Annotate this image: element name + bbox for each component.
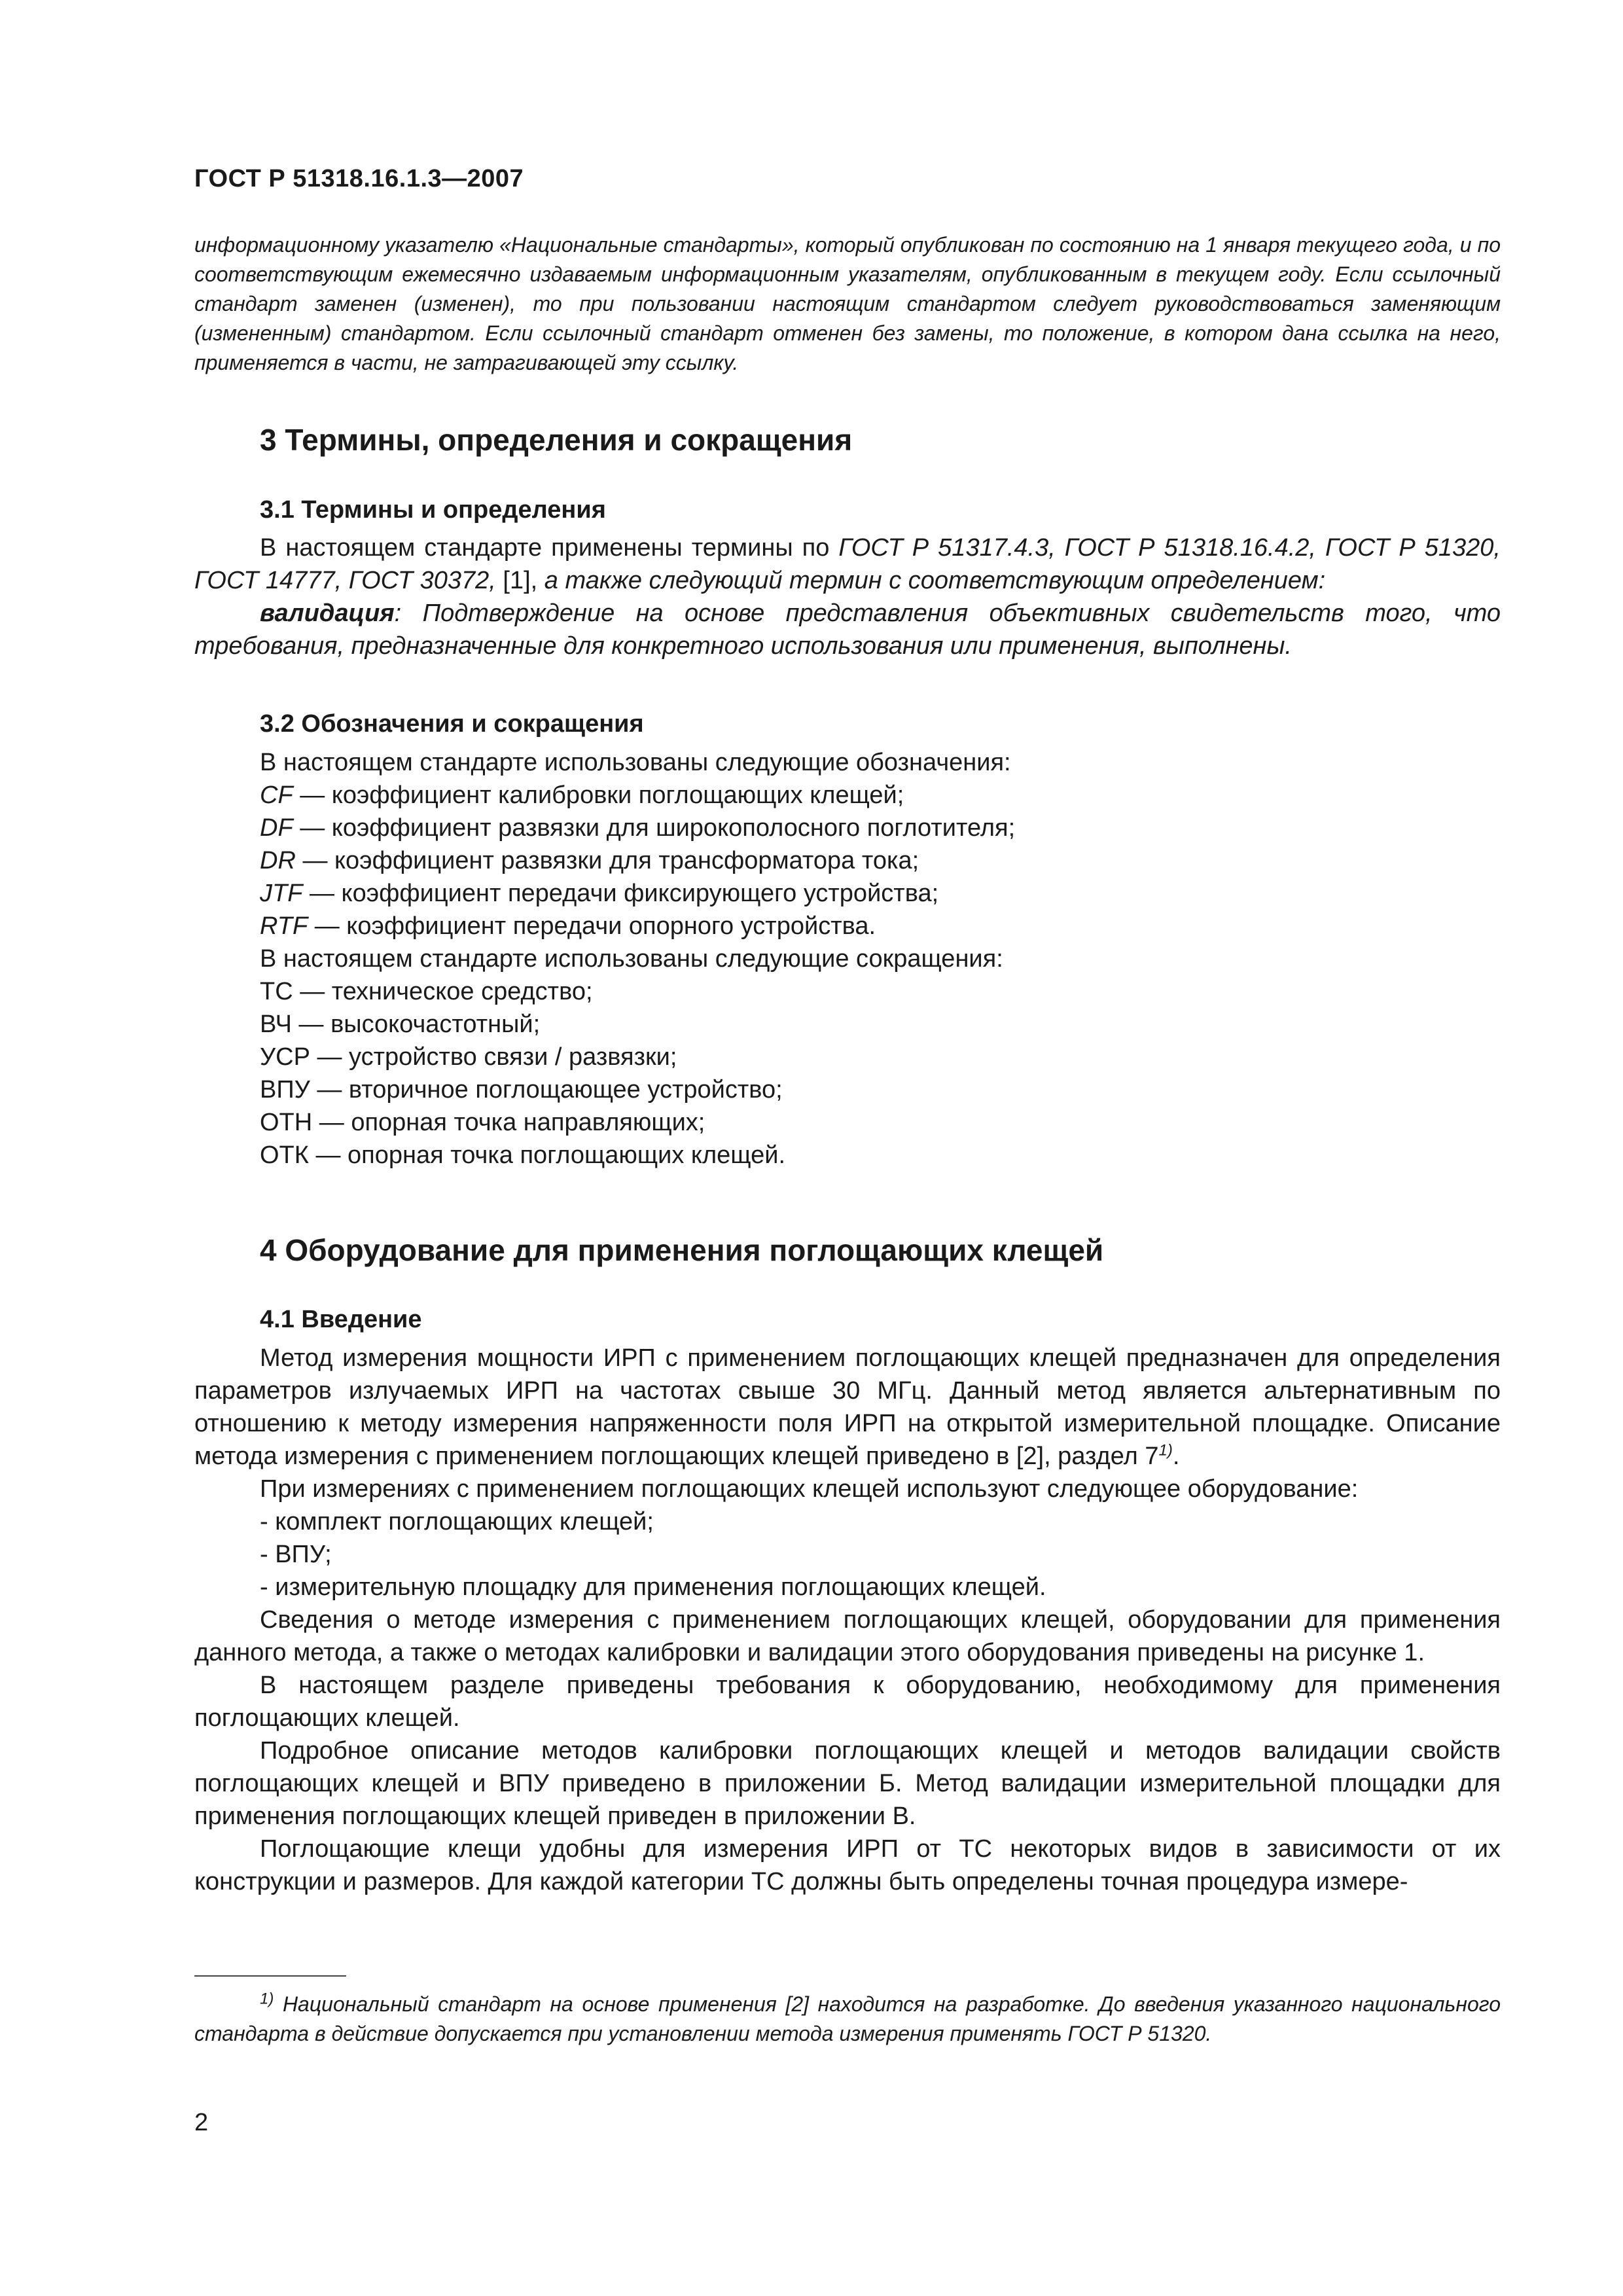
- footnote-ref: 1): [1158, 1441, 1173, 1460]
- term: валидация: [260, 600, 395, 627]
- symbol-item: [194, 779, 1501, 812]
- terms-paragraph: [194, 531, 1501, 597]
- symbol-desc: — коэффициент развязки для широкополосного поглотителя;: [293, 814, 1016, 842]
- requirements-paragraph: В настоящем разделе приведены требования к оборудованию, необходимому для применения поглощающих клещей.: [194, 1672, 1501, 1732]
- section-4-title: 4 Оборудование для применения поглощающих клещей: [260, 1233, 1104, 1267]
- info-paragraph: Сведения о методе измерения с применением поглощающих клещей, оборудовании для применения данного метода, а также о методах калибровки и валидации этого оборудования приведены на рисунке 1.: [194, 1606, 1501, 1666]
- document-header: ГОСТ Р 51318.16.1.3—2007: [194, 165, 524, 192]
- symbol: JTF: [260, 880, 303, 907]
- symbol: CF: [260, 781, 293, 809]
- symbols-intro: В настоящем стандарте использованы следующие обозначения:: [260, 749, 1011, 776]
- section-4-1-title: 4.1 Введение: [260, 1306, 422, 1333]
- footnote: [194, 1990, 1501, 2049]
- equipment-item: - ВПУ;: [260, 1541, 332, 1568]
- terms-refs: ГОСТ Р 51317.4.3, ГОСТ Р 51318.16.4.2, ГОСТ Р 51320, ГОСТ 14777, ГОСТ 30372,: [194, 534, 1501, 594]
- symbol-desc: — коэффициент калибровки поглощающих клещей;: [293, 781, 904, 809]
- section-4-1-body: [194, 1342, 1501, 1898]
- calibration-paragraph: Подробное описание методов калибровки поглощающих клещей и методов валидации свойств поглощающих клещей и ВПУ приведено в приложении Б. Метод валидации измерительной площадки для применения поглощающих клещей приведен в приложении В.: [194, 1737, 1501, 1830]
- abbreviation-item: ВЧ — высокочастотный;: [260, 1011, 541, 1038]
- method-paragraph: [194, 1342, 1501, 1473]
- abbreviation-item: УСР — устройство связи / развязки;: [260, 1043, 677, 1071]
- equipment-intro: При измерениях с применением поглощающих клещей используют следующее оборудование:: [260, 1475, 1359, 1503]
- equipment-item: - комплект поглощающих клещей;: [260, 1508, 654, 1535]
- symbol: RTF: [260, 912, 308, 940]
- intro-paragraph: информационному указателю «Национальные стандарты», который опубликован по состоянию на 1 января текущего года, и по соответствующим ежемесячно издаваемым информационным указателям, опубликованным в текущем году. Если ссылочный стандарт заменен (изменен), то при пользовании настоящим стандартом следует руководствоваться заменяющим (измененным) стандартом. Если ссылочный стандарт отменен без замены, то положение, в котором дана ссылка на него, применяется в части, не затрагивающей эту ссылку.: [194, 233, 1501, 374]
- symbol-item: [194, 844, 1501, 877]
- symbol-item: [194, 910, 1501, 942]
- equipment-item: - измерительную площадку для применения поглощающих клещей.: [260, 1573, 1046, 1601]
- term-definition: : Подтверждение на основе представления объективных свидетельств того, что требования, предназначенные для конкретного использования или применения, выполнены.: [194, 600, 1501, 660]
- terms-text-a: В настоящем стандарте применены термины по: [260, 534, 839, 562]
- page-number: 2: [194, 2109, 209, 2136]
- terms-text-c: а также следующий термин с соответствующим определением:: [537, 567, 1326, 594]
- section-3-1-body: [194, 531, 1501, 662]
- footnote-marker: 1): [260, 1990, 274, 2008]
- abbreviation-item: ВПУ — вторичное поглощающее устройство;: [260, 1076, 783, 1103]
- method-text: Метод измерения мощности ИРП с применением поглощающих клещей предназначен для определения параметров излучаемых ИРП на частотах свыше 30 МГц. Данный метод является альтернативным по отношению к методу измерения напряженности поля ИРП на открытой измерительной площадке. Описание метода измерения с применением поглощающих клещей приведено в [2], раздел 7: [194, 1344, 1501, 1470]
- symbol: DF: [260, 814, 293, 842]
- symbol-item: [194, 812, 1501, 844]
- method-text-end: .: [1172, 1443, 1180, 1470]
- abbreviation-item: ТС — техническое средство;: [260, 978, 593, 1005]
- abbreviations-intro: В настоящем стандарте использованы следующие сокращения:: [260, 945, 1003, 973]
- definition-paragraph: [194, 597, 1501, 662]
- section-3-1-title: 3.1 Термины и определения: [260, 496, 606, 524]
- section-3-title: 3 Термины, определения и сокращения: [260, 423, 853, 457]
- section-3-2-body: [194, 746, 1501, 1172]
- symbol-desc: — коэффициент развязки для трансформатора тока;: [295, 847, 919, 874]
- symbol-item: [194, 877, 1501, 910]
- symbol-desc: — коэффициент передачи опорного устройства.: [308, 912, 876, 940]
- footnote-text: Национальный стандарт на основе применения [2] находится на разработке. До введения указанного национального стандарта в действие допускается при установлении метода измерения применять ГОСТ Р 51320.: [194, 1992, 1501, 2045]
- terms-text-b: [1],: [495, 567, 538, 594]
- abbreviation-item: ОТК — опорная точка поглощающих клещей.: [260, 1141, 786, 1169]
- footnote-divider: [194, 1975, 346, 1977]
- symbol-desc: — коэффициент передачи фиксирующего устройства;: [302, 880, 939, 907]
- section-3-2-title: 3.2 Обозначения и сокращения: [260, 710, 644, 738]
- abbreviation-item: ОТН — опорная точка направляющих;: [260, 1109, 705, 1136]
- symbol: DR: [260, 847, 296, 874]
- applicability-paragraph: Поглощающие клещи удобны для измерения ИРП от ТС некоторых видов в зависимости от их конструкции и размеров. Для каждой категории ТС должны быть определены точная процедура измере-: [194, 1835, 1501, 1895]
